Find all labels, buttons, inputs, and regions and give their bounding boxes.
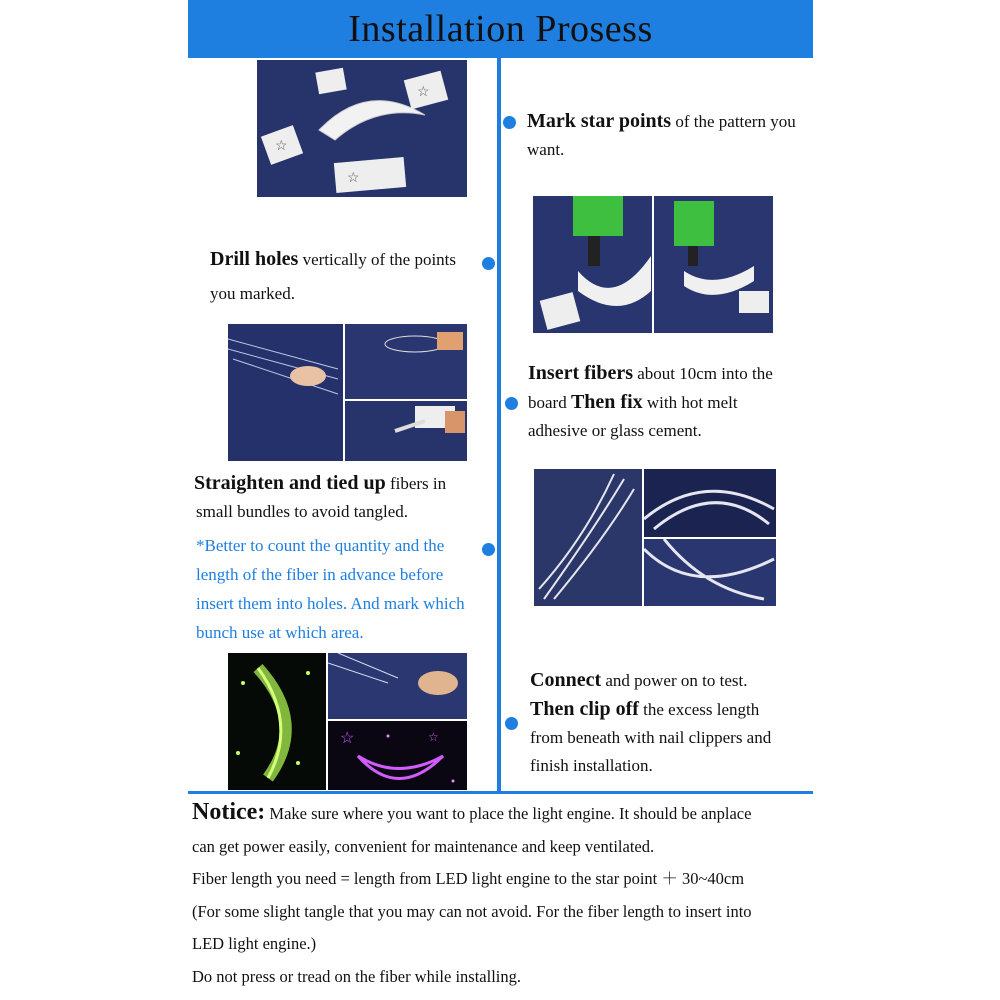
step-connect-bold2: Then clip off bbox=[530, 698, 639, 720]
drilling-illustration-2 bbox=[654, 196, 773, 333]
step-straighten-bold: Straighten and tied up bbox=[194, 472, 386, 494]
step-mark-star-points bbox=[527, 107, 817, 164]
fiber-bundles-illustration-2 bbox=[644, 469, 776, 537]
glue-gun-illustration bbox=[345, 324, 467, 399]
step-insert-fibers bbox=[528, 359, 818, 445]
clipping-illustration bbox=[328, 653, 467, 719]
step-straighten-text1: fibers in bbox=[385, 474, 447, 493]
step-straighten-text2: small bundles to avoid tangled. bbox=[196, 502, 408, 521]
star-pattern-illustration bbox=[257, 60, 467, 197]
photo-fiber-bundles-bottom-right bbox=[644, 539, 776, 606]
svg-text:☆: ☆ bbox=[417, 85, 430, 100]
step-insert-text1: about 10cm into the bbox=[632, 364, 773, 383]
notice-line: Make sure where you want to place the light engine. It should be anplace bbox=[269, 804, 752, 823]
step-insert-text2: board bbox=[528, 393, 571, 412]
timeline-bottom-line bbox=[188, 791, 813, 794]
note-line: insert them into holes. And mark which bbox=[196, 594, 465, 613]
step-drill-text2: you marked. bbox=[210, 284, 295, 303]
page-title: Installation Prosess bbox=[348, 8, 653, 50]
notice-line: can get power easily, convenient for maintenance and keep ventilated. bbox=[192, 836, 655, 856]
step-connect bbox=[530, 666, 820, 780]
timeline-vertical-line bbox=[497, 58, 501, 792]
title-banner bbox=[188, 0, 813, 58]
step-connect-text2: the excess length bbox=[638, 700, 760, 719]
photo-fiber-bundles-left bbox=[534, 469, 642, 606]
step-insert-text4: adhesive or glass cement. bbox=[528, 421, 702, 440]
photo-glue-gun-top bbox=[345, 324, 467, 399]
svg-text:☆: ☆ bbox=[275, 139, 288, 154]
notice-line: Fiber length you need = length from LED light engine to the star point ＋ 30~40cm bbox=[192, 869, 745, 888]
photo-fiber-bundles-top-right bbox=[644, 469, 776, 537]
note-line: length of the fiber in advance before bbox=[196, 565, 444, 584]
notice-title: Notice: bbox=[192, 799, 266, 825]
step-connect-text3: from beneath with nail clippers and bbox=[530, 728, 772, 747]
fiber-bundles-illustration bbox=[534, 469, 642, 606]
lit-moon-illustration bbox=[228, 653, 326, 790]
step-connect-text4: finish installation. bbox=[530, 756, 653, 775]
step-insert-bold1: Insert fibers bbox=[528, 362, 633, 384]
photo-clipping-fibers bbox=[328, 653, 467, 719]
svg-text:☆: ☆ bbox=[340, 730, 355, 747]
timeline-dot-connect bbox=[505, 717, 518, 730]
photo-inserting-fibers bbox=[228, 324, 343, 461]
notice-line: (For some slight tangle that you may can not avoid. For the fiber length to insert into bbox=[192, 901, 752, 921]
step-drill-holes bbox=[210, 245, 490, 314]
svg-text:☆: ☆ bbox=[347, 171, 360, 186]
photo-drilling-left bbox=[533, 196, 652, 333]
notice-line: Do not press or tread on the fiber while installing. bbox=[192, 966, 522, 986]
step-connect-bold1: Connect bbox=[530, 669, 602, 691]
step-drill-text1: vertically of the points bbox=[298, 250, 457, 269]
step-connect-text1: and power on to test. bbox=[601, 671, 748, 690]
notice-line: LED light engine.) bbox=[192, 934, 317, 953]
step-mark-text1: of the pattern you bbox=[671, 112, 796, 131]
timeline-dot-insert bbox=[505, 397, 518, 410]
step-insert-text3: with hot melt bbox=[642, 393, 738, 412]
timeline-dot-mark bbox=[503, 116, 516, 129]
lit-moon-purple-illustration bbox=[328, 721, 467, 790]
step-insert-bold2: Then fix bbox=[570, 391, 643, 413]
inserting-fibers-illustration bbox=[228, 324, 343, 461]
glue-gun-illustration-2 bbox=[345, 401, 467, 461]
photo-lit-moon-purple bbox=[328, 721, 467, 790]
note-line: *Better to count the quantity and the bbox=[196, 536, 445, 555]
photo-drilling-right bbox=[654, 196, 773, 333]
photo-lit-moon-green bbox=[228, 653, 326, 790]
step-mark-text2: want. bbox=[527, 140, 565, 159]
step-straighten bbox=[194, 469, 494, 526]
note-line: bunch use at which area. bbox=[196, 623, 364, 642]
straighten-note bbox=[196, 531, 496, 647]
photo-star-pattern-on-board bbox=[257, 60, 467, 197]
photo-glue-gun-bottom bbox=[345, 401, 467, 461]
fiber-bundles-illustration-3 bbox=[644, 539, 776, 606]
step-mark-bold: Mark star points bbox=[527, 110, 672, 132]
svg-text:☆: ☆ bbox=[428, 730, 439, 744]
notice-section bbox=[192, 796, 822, 993]
drilling-illustration bbox=[533, 196, 652, 333]
step-drill-bold: Drill holes bbox=[210, 248, 299, 270]
